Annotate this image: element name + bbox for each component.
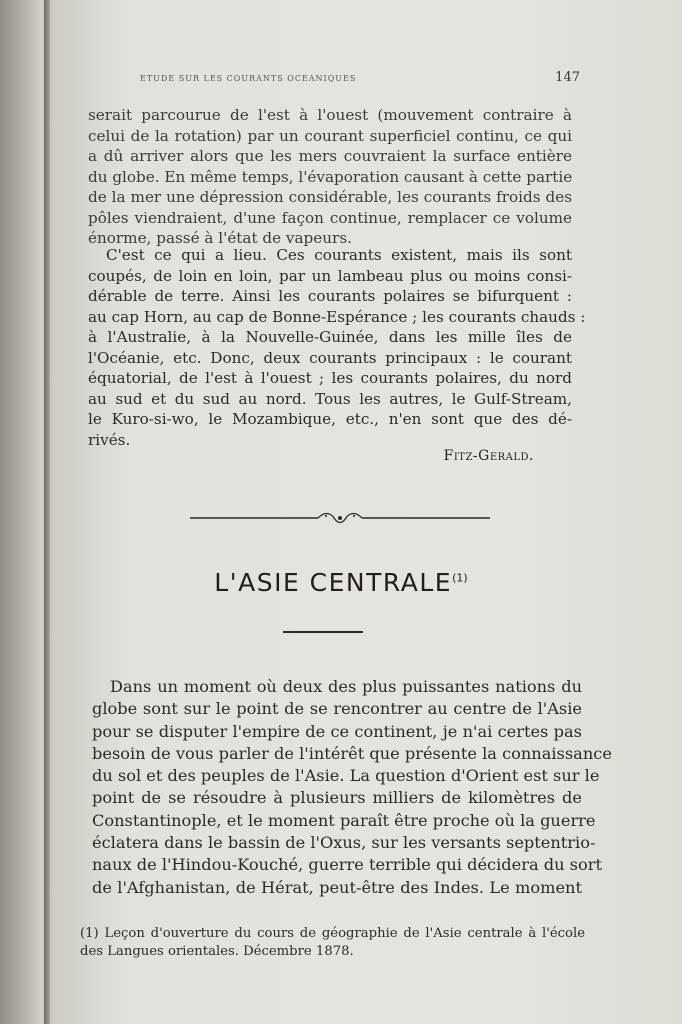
continued-paragraph <box>88 105 572 249</box>
text-line: à l'Australie, à la Nouvelle-Guinée, dans les mille îles de <box>88 328 572 346</box>
text-line: pôles viendraient, d'une façon continue, remplacer ce volume <box>88 208 572 227</box>
text-line: pour se disputer l'empire de ce continent, je n'ai certes pas <box>92 721 582 741</box>
text-line: de la mer une dépression considérable, les courants froids des <box>88 188 572 206</box>
author-signature: Fitz-Gerald. <box>443 448 534 464</box>
text-line: du globe. En même temps, l'évaporation causant à cette partie <box>88 167 573 186</box>
text-line: celui de la rotation) par un courant superficiel continu, ce qui <box>88 126 572 145</box>
chapter-title <box>0 568 682 597</box>
page-header <box>140 70 580 90</box>
text-line: au sud et du sud au nord. Tous les autres, le Gulf-Stream, <box>88 389 572 408</box>
title-underline <box>283 631 363 633</box>
text-line: serait parcourue de l'est à l'ouest (mouvement contraire à <box>88 106 572 124</box>
footnote-line: des Langues orientales. Décembre 1878. <box>80 944 354 959</box>
text-line: Constantinople, et le moment paraît être proche où la guerre <box>92 810 596 830</box>
book-gutter <box>44 0 50 1024</box>
text-line: point de se résoudre à plusieurs milliers de kilomètres de <box>92 788 582 808</box>
text-line: au cap Horn, au cap de Bonne-Espérance ; les courants chauds : <box>88 307 586 326</box>
text-line: rivés. <box>88 430 131 449</box>
chapter-title-text: L'ASIE CENTRALE <box>214 568 453 597</box>
footnote <box>80 925 585 961</box>
text-line: énorme, passé à l'état de vapeurs. <box>88 229 352 247</box>
text-line: l'Océanie, etc. Donc, deux courants principaux : le courant <box>88 348 572 367</box>
page-number: 147 <box>555 70 580 85</box>
text-line: globe sont sur le point de se rencontrer au centre de l'Asie <box>92 699 582 719</box>
text-line: Dans un moment où deux des plus puissantes nations du <box>110 677 582 696</box>
chapter-paragraph <box>92 676 612 899</box>
running-head: ETUDE SUR LES COURANTS OCEANIQUES <box>140 74 357 83</box>
second-paragraph <box>88 245 586 450</box>
text-line: du sol et des peuples de l'Asie. La question d'Orient est sur le <box>92 766 600 786</box>
text-line: naux de l'Hindou-Kouché, guerre terrible qui décidera du sort <box>92 855 602 875</box>
footnote-line: (1) Leçon d'ouverture du cours de géographie de l'Asie centrale à l'école <box>80 926 585 941</box>
text-line: éclatera dans le bassin de l'Oxus, sur les versants septentrio- <box>92 833 596 853</box>
text-line: dérable de terre. Ainsi les courants polaires se bifurquent : <box>88 287 572 305</box>
text-line: coupés, de loin en loin, par un lambeau plus ou moins consi- <box>88 266 572 285</box>
text-line: C'est ce qui a lieu. Ces courants existent, mais ils sont <box>106 246 572 264</box>
section-divider-ornament <box>190 510 490 526</box>
text-line: a dû arriver alors que les mers couvraient la surface entière <box>88 147 572 165</box>
text-line: besoin de vous parler de l'intérêt que présente la connaissance <box>92 743 612 763</box>
text-line: le Kuro-si-wo, le Mozambique, etc., n'en sont que des dé- <box>88 410 572 428</box>
footnote-marker: (1) <box>452 571 468 585</box>
text-line: de l'Afghanistan, de Hérat, peut-être des Indes. Le moment <box>92 877 582 897</box>
text-line: équatorial, de l'est à l'ouest ; les courants polaires, du nord <box>88 369 572 387</box>
